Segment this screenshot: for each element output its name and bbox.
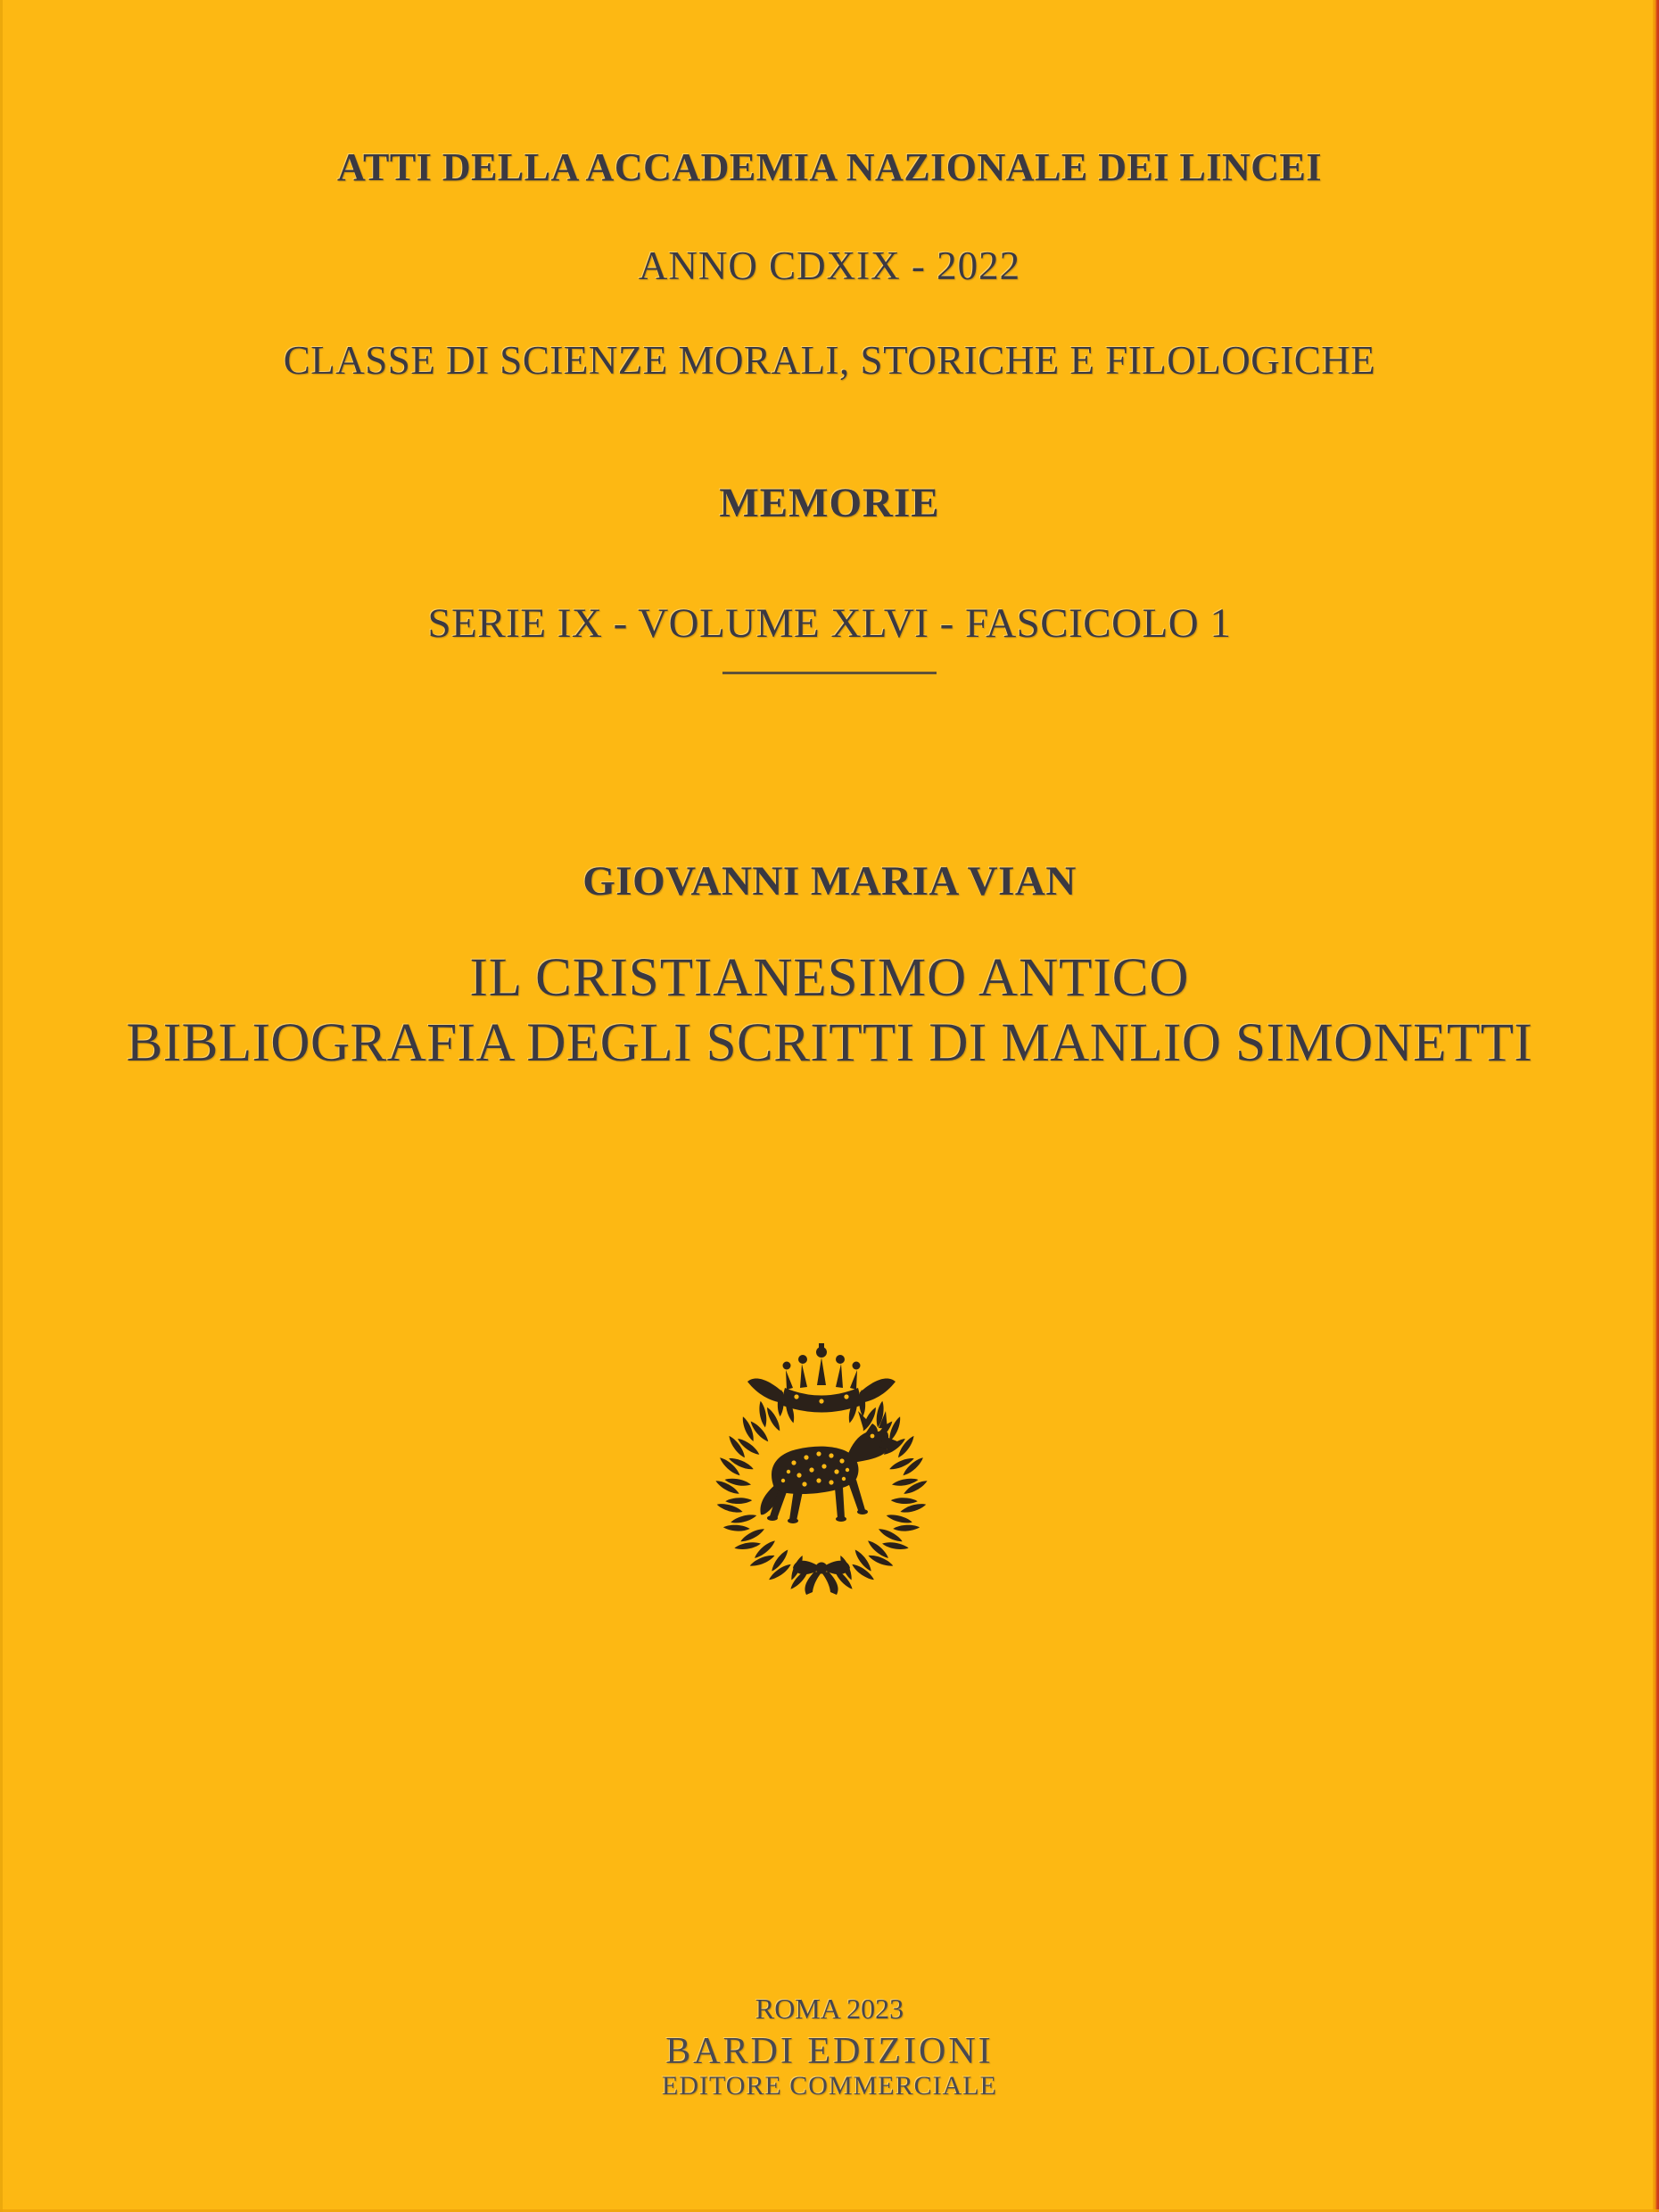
academy-title: ATTI DELLA ACCADEMIA NAZIONALE DEI LINCEI bbox=[336, 145, 1323, 189]
work-title-line2: BIBLIOGRAFIA DEGLI SCRITTI DI MANLIO SIMONETTI bbox=[126, 1013, 1533, 1073]
series-volume-line: SERIE IX - VOLUME XLVI - FASCICOLO 1 bbox=[427, 600, 1232, 647]
divider-rule bbox=[722, 672, 937, 674]
academy-class-line: CLASSE DI SCIENZE MORALI, STORICHE E FILOLOGICHE bbox=[283, 338, 1376, 383]
crown-icon bbox=[747, 1343, 896, 1413]
left-edge-strip bbox=[0, 0, 3, 2212]
work-title-line1: IL CRISTIANESIMO ANTICO bbox=[469, 948, 1190, 1008]
right-edge-strip bbox=[1653, 0, 1659, 2212]
author-name: GIOVANNI MARIA VIAN bbox=[582, 858, 1077, 904]
imprint-place-year: ROMA 2023 bbox=[755, 1993, 904, 2025]
academy-year-line: ANNO CDXIX - 2022 bbox=[638, 243, 1021, 288]
series-name: MEMORIE bbox=[719, 480, 940, 526]
accademia-lincei-lynx-emblem bbox=[714, 1336, 929, 1597]
lynx-icon bbox=[760, 1411, 897, 1523]
publisher-role: EDITORE COMMERCIALE bbox=[662, 2071, 997, 2101]
publisher-name: BARDI EDIZIONI bbox=[665, 2031, 994, 2072]
